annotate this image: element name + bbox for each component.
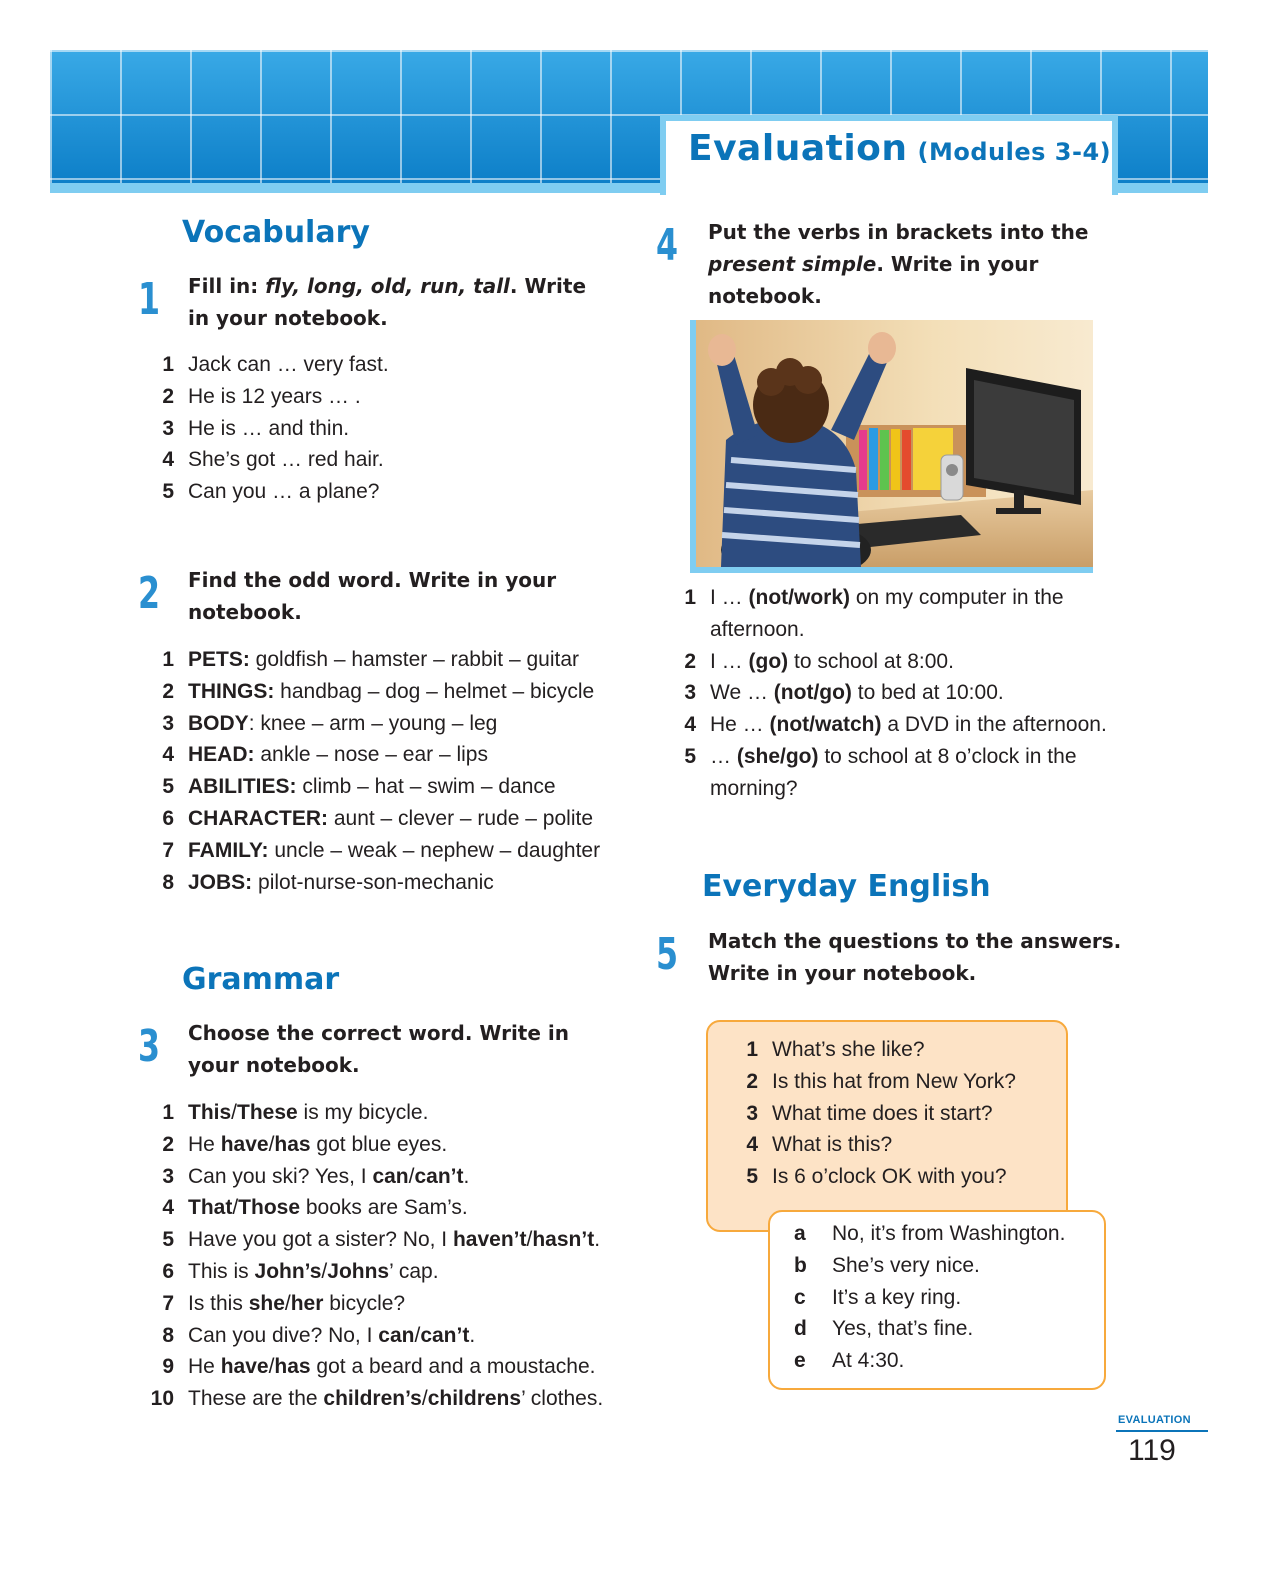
list-item (672, 677, 1132, 709)
page-title-text: Evaluation (688, 128, 908, 169)
list-item (150, 349, 389, 381)
exercise-1-instruction (188, 270, 608, 334)
category-label: CHARACTER: (188, 806, 328, 830)
answer-item (794, 1282, 1065, 1314)
item-letter: d (794, 1317, 807, 1341)
exercise-2-instruction: Find the odd word. Write in your notebook. (188, 568, 557, 624)
item-text: . (463, 1164, 470, 1188)
list-item (150, 867, 600, 899)
answer-option: can’t (420, 1323, 470, 1347)
item-text: to bed at 10:00. (851, 681, 1004, 705)
answer-option: she (248, 1291, 285, 1315)
list-item (150, 803, 600, 835)
item-text: got blue eyes. (310, 1132, 448, 1156)
question-item (734, 1161, 1016, 1193)
item-text: Jack can … very fast. (188, 353, 389, 376)
item-text: She’s very nice. (832, 1253, 980, 1277)
item-number: 3 (746, 1101, 758, 1125)
answers-list (794, 1218, 1065, 1377)
item-number: 3 (162, 1164, 174, 1188)
answer-option: has (274, 1355, 311, 1379)
item-text: uncle – weak – nephew – daughter (268, 838, 601, 862)
item-text: What time does it start? (772, 1101, 993, 1125)
exercise-5-number: 5 (656, 929, 679, 980)
item-text: / (268, 1355, 275, 1379)
list-item (150, 476, 389, 508)
item-text: Can you dive? No, I (188, 1323, 379, 1347)
item-number: 4 (746, 1133, 758, 1157)
item-text: / (321, 1259, 328, 1283)
question-item (734, 1129, 1016, 1161)
instruction-words: fly, long, old, run, tall (265, 274, 510, 298)
list-item (672, 709, 1132, 741)
item-text: climb – hat – swim – dance (296, 775, 556, 799)
answer-option: These (237, 1101, 298, 1124)
item-text: . (469, 1323, 476, 1347)
list-item (150, 771, 600, 803)
item-text: is my bicycle. (297, 1101, 429, 1124)
item-text: No, it’s from Washington. (832, 1222, 1066, 1245)
item-number: 5 (162, 480, 174, 504)
answer-option: This (188, 1101, 232, 1124)
list-item (672, 741, 1132, 805)
item-text: I … (710, 586, 749, 609)
item-text: aunt – clever – rude – polite (328, 806, 594, 830)
item-number: 5 (684, 744, 696, 768)
instruction-tail: . Write in your notebook. (188, 274, 587, 330)
item-text: books are Sam’s. (300, 1196, 468, 1220)
exercise-1-number: 1 (138, 274, 161, 325)
item-number: 2 (746, 1069, 758, 1093)
answer-option: Johns (327, 1259, 390, 1283)
instruction-lead: Fill in: (188, 274, 259, 298)
item-text: Is this hat from New York? (772, 1069, 1016, 1093)
item-number: 10 (150, 1387, 174, 1411)
answer-option: can’t (414, 1164, 464, 1188)
exercise-3-list (150, 1097, 603, 1415)
item-number: 5 (746, 1165, 758, 1189)
answer-option: John’s (254, 1259, 322, 1283)
exercise-5-instruction: Match the questions to the answers. Write in your notebook. (708, 929, 1122, 985)
category-label: ABILITIES: (188, 775, 297, 799)
item-number: 5 (162, 1228, 174, 1252)
item-text: to school at 8:00. (788, 649, 954, 673)
list-item (150, 1161, 603, 1193)
item-text: Yes, that’s fine. (832, 1317, 974, 1341)
answer-option: Those (238, 1196, 301, 1220)
item-text: At 4:30. (832, 1349, 905, 1373)
list-item (150, 644, 600, 676)
item-text: a DVD in the afternoon. (881, 713, 1107, 737)
item-text: Can you … a plane? (188, 480, 380, 504)
answer-item (794, 1345, 1065, 1377)
answer-option: hasn’t (532, 1228, 595, 1252)
item-text: This is (188, 1259, 255, 1283)
answer-option: can (378, 1323, 415, 1347)
item-number: 4 (162, 448, 174, 472)
answer-option: have (220, 1132, 269, 1156)
item-number: 3 (162, 711, 174, 735)
photo-illustration (696, 320, 1093, 567)
item-text: He is … and thin. (188, 416, 350, 440)
exercise-2-list (150, 644, 600, 898)
item-number: 8 (162, 870, 174, 894)
answer-option: has (274, 1132, 311, 1156)
item-text: Is this (188, 1291, 249, 1315)
item-text: She’s got … red hair. (188, 448, 384, 472)
list-item (150, 1351, 603, 1383)
list-item (150, 739, 600, 771)
item-number: 2 (162, 384, 174, 408)
list-item (150, 676, 600, 708)
list-item (672, 582, 1132, 646)
everyday-english-heading: Everyday English (702, 869, 991, 904)
item-number: 9 (162, 1355, 174, 1379)
footer-divider (1116, 1430, 1208, 1432)
page-number: 119 (1128, 1434, 1176, 1467)
list-item (150, 1320, 603, 1352)
exercise-1-list (150, 349, 389, 508)
answer-option: (not/watch) (769, 713, 882, 737)
footer-section-label: EVALUATION (1118, 1414, 1191, 1426)
list-item (150, 1383, 603, 1415)
list-item (150, 708, 600, 740)
item-number: 5 (162, 775, 174, 799)
item-number: 3 (162, 416, 174, 440)
list-item (150, 1129, 603, 1161)
item-text: / (421, 1387, 428, 1411)
vocabulary-heading: Vocabulary (182, 215, 370, 250)
item-number: 4 (162, 1196, 174, 1220)
item-text: … (710, 744, 737, 768)
item-number: 7 (162, 1291, 174, 1315)
item-text: / (408, 1164, 415, 1188)
item-number: 3 (684, 681, 696, 705)
item-text: Is 6 o’clock OK with you? (772, 1165, 1007, 1189)
questions-list (734, 1034, 1016, 1193)
answer-item (794, 1250, 1065, 1282)
item-text: pilot-nurse-son-mechanic (252, 870, 494, 894)
item-text: ’ clothes. (521, 1387, 604, 1411)
answer-item (794, 1313, 1065, 1345)
exercise-4-instruction (708, 216, 1128, 312)
instruction-tail: . Write in your notebook. (708, 252, 1039, 308)
item-text: What’s she like? (772, 1038, 925, 1061)
exercise-2-number: 2 (138, 568, 161, 619)
instruction-emphasis: present simple (708, 252, 877, 276)
answer-option: children’s (323, 1387, 422, 1411)
category-label: BODY (188, 711, 249, 735)
item-number: 1 (162, 1101, 174, 1124)
item-text: : knee – arm – young – leg (248, 711, 498, 735)
list-item (150, 835, 600, 867)
item-text: / (231, 1101, 238, 1124)
category-label: FAMILY: (188, 838, 269, 862)
item-text: / (284, 1291, 291, 1315)
item-text: / (232, 1196, 239, 1220)
item-text: to school at 8 o’clock in the morning? (710, 744, 1077, 800)
exercise-3-number: 3 (138, 1021, 161, 1072)
boy-at-computer-photo (690, 320, 1093, 573)
category-label: JOBS: (188, 870, 253, 894)
question-item (734, 1066, 1016, 1098)
item-text: bicycle? (323, 1291, 406, 1315)
item-number: 1 (746, 1038, 758, 1061)
list-item (150, 1224, 603, 1256)
item-letter: a (794, 1222, 806, 1245)
item-number: 1 (162, 648, 174, 671)
item-text: got a beard and a moustache. (310, 1355, 596, 1379)
item-text: . (594, 1228, 601, 1252)
item-text: He (188, 1355, 221, 1379)
item-number: 7 (162, 838, 174, 862)
exercise-3-instruction: Choose the correct word. Write in your notebook. (188, 1021, 569, 1077)
item-text: ankle – nose – ear – lips (254, 743, 488, 767)
answer-option: (not/go) (773, 681, 852, 705)
item-number: 6 (162, 806, 174, 830)
item-text: / (414, 1323, 421, 1347)
item-text: He … (710, 713, 770, 737)
item-letter: b (794, 1253, 807, 1277)
item-text: / (268, 1132, 275, 1156)
answer-option: childrens (427, 1387, 522, 1411)
item-text: handbag – dog – helmet – bicycle (274, 679, 595, 703)
item-text: What is this? (772, 1133, 893, 1157)
item-number: 1 (684, 586, 696, 609)
exercise-4-list (672, 582, 1132, 805)
answer-option: (go) (748, 649, 789, 673)
answer-option: can (372, 1164, 409, 1188)
item-number: 1 (162, 353, 174, 376)
item-number: 2 (684, 649, 696, 673)
list-item (150, 381, 389, 413)
answer-option: haven’t (452, 1228, 527, 1252)
list-item (150, 1288, 603, 1320)
exercise-4-number: 4 (656, 220, 679, 271)
item-text: Can you ski? Yes, I (188, 1164, 373, 1188)
instruction-lead: Put the verbs in brackets into the (708, 220, 1089, 244)
item-text: I … (710, 649, 749, 673)
item-number: 4 (162, 743, 174, 767)
item-text: goldfish – hamster – rabbit – guitar (249, 648, 580, 671)
answer-option: (not/work) (748, 586, 850, 609)
list-item (150, 1097, 603, 1129)
item-text: He is 12 years … . (188, 384, 361, 408)
item-text: ’ cap. (389, 1259, 439, 1283)
answer-option: have (220, 1355, 269, 1379)
category-label: THINGS: (188, 679, 275, 703)
list-item (150, 1256, 603, 1288)
item-number: 8 (162, 1323, 174, 1347)
item-text: We … (710, 681, 774, 705)
category-label: PETS: (188, 648, 250, 671)
page-subtitle: (Modules 3-4) (917, 138, 1112, 166)
item-letter: e (794, 1349, 806, 1373)
list-item (150, 444, 389, 476)
answer-option: her (290, 1291, 324, 1315)
item-text: It’s a key ring. (832, 1285, 962, 1309)
item-number: 4 (684, 713, 696, 737)
item-text: Have you got a sister? No, I (188, 1228, 453, 1252)
item-number: 2 (162, 679, 174, 703)
item-letter: c (794, 1285, 806, 1309)
item-number: 6 (162, 1259, 174, 1283)
item-number: 2 (162, 1132, 174, 1156)
list-item (150, 1192, 603, 1224)
answer-option: That (188, 1196, 233, 1220)
item-text: / (526, 1228, 533, 1252)
answer-option: (she/go) (736, 744, 819, 768)
item-text: These are the (188, 1387, 324, 1411)
list-item (150, 413, 389, 445)
item-text: on my computer in the afternoon. (710, 586, 1064, 641)
question-item (734, 1098, 1016, 1130)
list-item (672, 646, 1132, 678)
grammar-heading: Grammar (182, 962, 340, 997)
item-text: He (188, 1132, 221, 1156)
question-item (734, 1034, 1016, 1066)
category-label: HEAD: (188, 743, 255, 767)
answer-item (794, 1218, 1065, 1250)
page-title (688, 128, 1111, 169)
